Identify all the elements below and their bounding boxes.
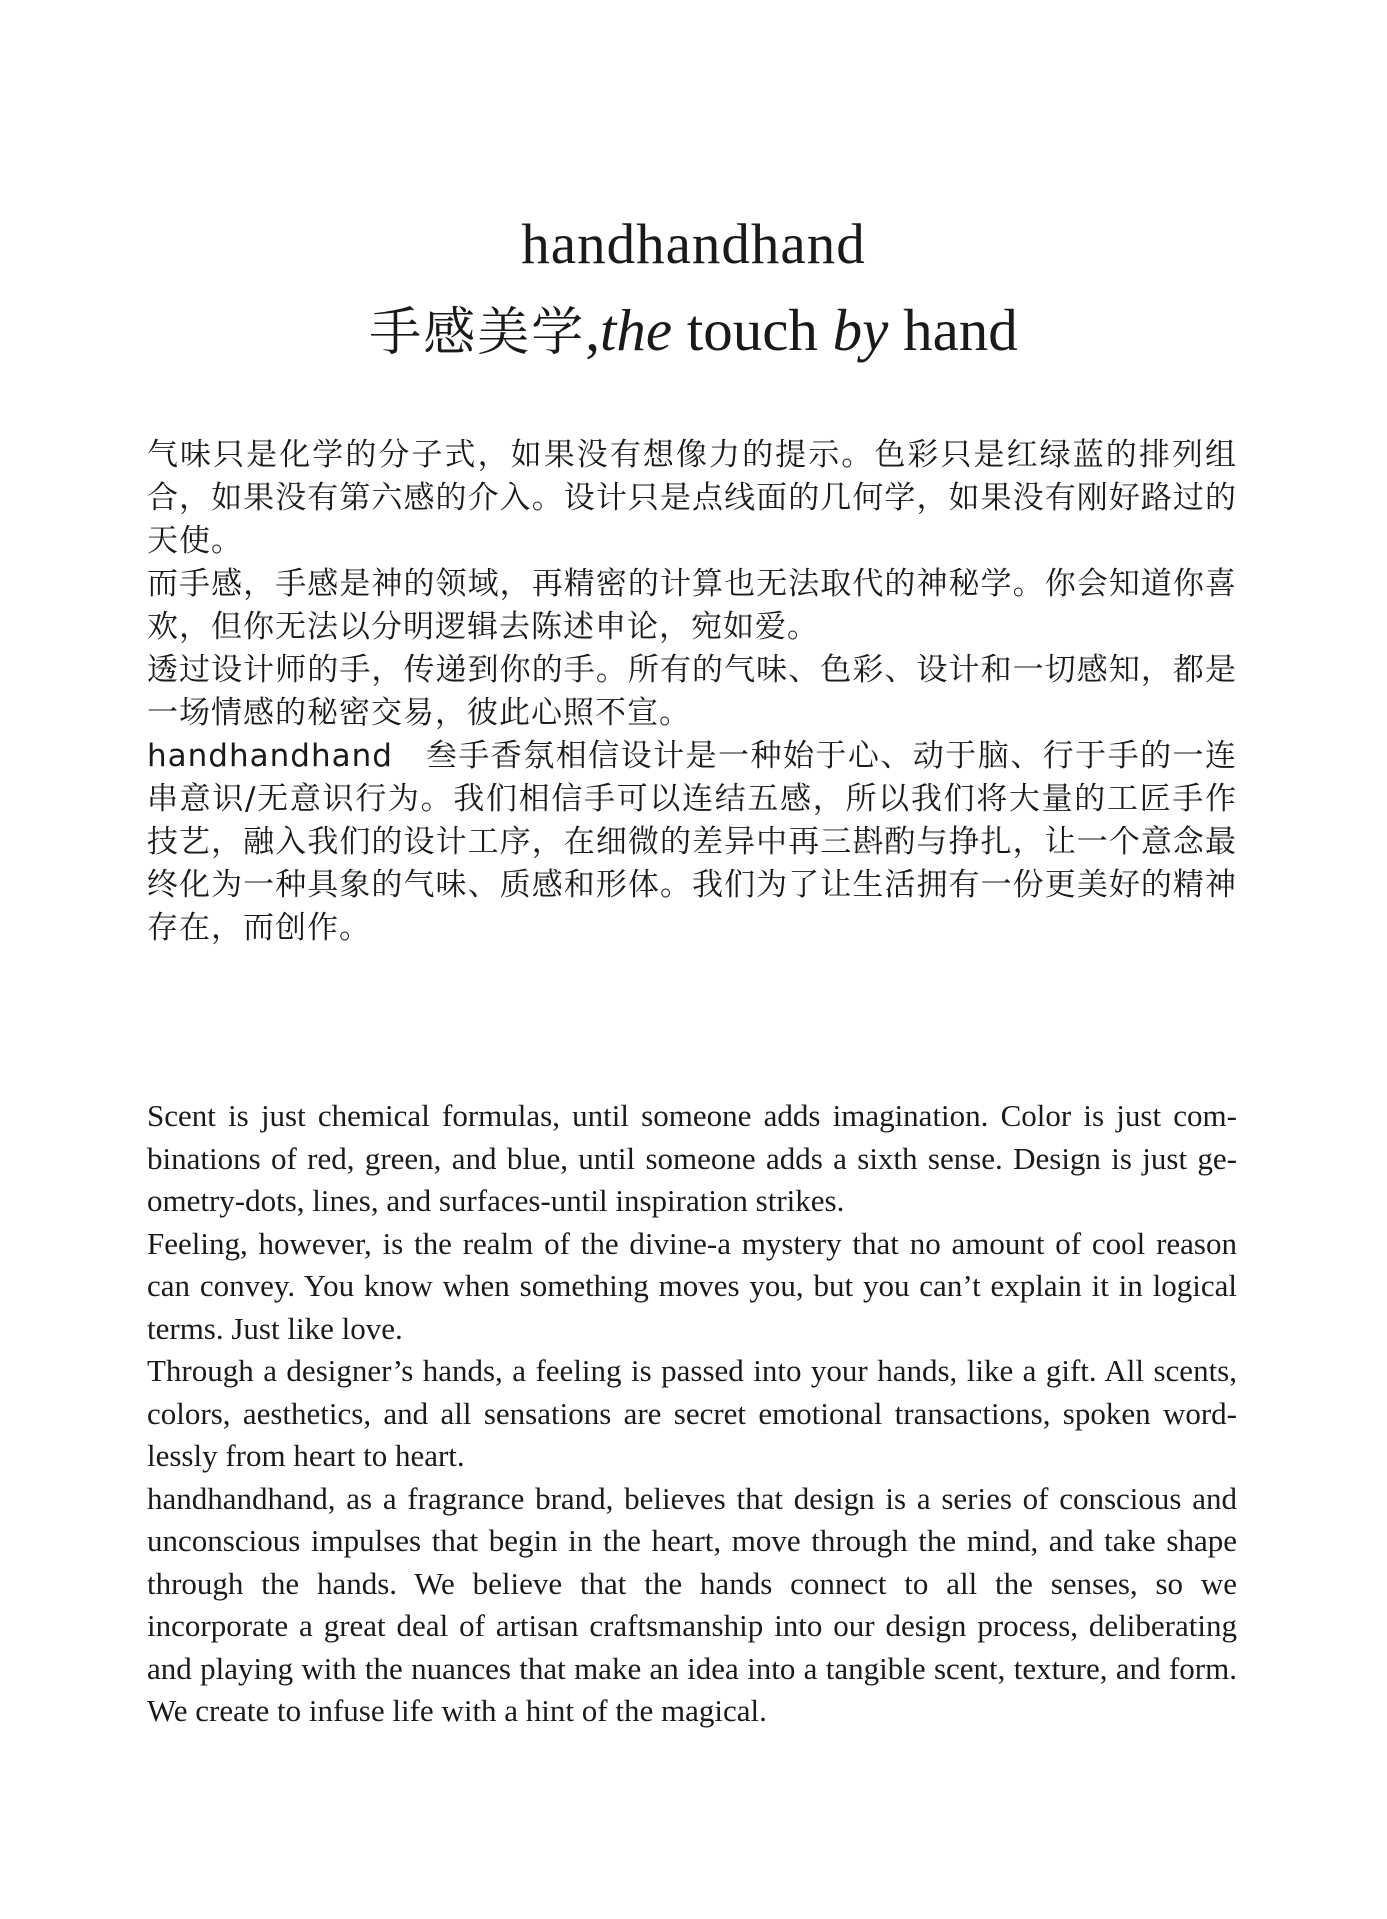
tagline-chinese: 手感美学 (369, 303, 586, 363)
chinese-paragraph: 气味只是化学的分子式，如果没有想像力的提示。色彩只是红绿蓝的排列组合，如果没有第六感的介入。设计只是点线面的几何学，如果没有刚好路过的天使。 (147, 437, 1237, 559)
english-paragraph: Scent is just chemical formulas, until someone adds imagination. Color is just combinations of red, green, and blue, until someone adds a sixth sense. Design is just geometry-dots, lines, and surfaces-until inspiration strikes. (147, 1098, 1237, 1218)
english-text-block (147, 1095, 1237, 1733)
english-paragraph: Through a designer’s hands, a feeling is passed into your hands, like a gift. All scents, colors, aesthetics, and all sensations are secret emotional transactions, spoken wordlessly from heart to heart. (147, 1353, 1237, 1473)
english-paragraph: Feeling, however, is the realm of the divine-a mystery that no amount of cool reason can convey. You know when something moves you, but you can’t explain it in logical terms. Just like love. (147, 1225, 1237, 1346)
chinese-paragraph: handhandhand 叁手香氛相信设计是一种始于心、动于脑、行于手的一连串意识/无意识行为。我们相信手可以连结五感，所以我们将大量的工匠手作技艺，融入我们的设计工序，在细微的差异中再三斟酌与挣扎，让一个意念最终化为一种具象的气味、质感和形体。我们为了让生活拥有一份更美好的精神存在，而创作。 (147, 738, 1237, 946)
tagline (0, 288, 1387, 375)
tagline-by: by (832, 297, 889, 363)
tagline-touch: touch (672, 297, 833, 363)
tagline-hand: hand (888, 297, 1018, 363)
page-header (0, 205, 1387, 375)
tagline-separator: , (585, 297, 600, 363)
english-paragraph: handhandhand, as a fragrance brand, believes that design is a series of conscious and unconscious impulses that begin in the heart, move through the mind, and take shape through the hands. We believe that the hands connect to all the senses, so we incorporate a great deal of artisan craftsmanship into our design process, deliberating and playing with the nuances that make an idea into a tangible scent, texture, and form. We create to infuse life with a hint of the magical. (147, 1480, 1237, 1728)
brand-title: handhandhand (521, 213, 866, 276)
tagline-the: the (599, 297, 673, 363)
chinese-paragraph: 而手感，手感是神的领域，再精密的计算也无法取代的神秘学。你会知道你喜欢，但你无法以分明逻辑去陈述申论，宛如爱。 (147, 566, 1237, 645)
chinese-text-block (147, 434, 1237, 950)
chinese-paragraph: 透过设计师的手，传递到你的手。所有的气味、色彩、设计和一切感知，都是一场情感的秘密交易，彼此心照不宣。 (147, 652, 1237, 731)
